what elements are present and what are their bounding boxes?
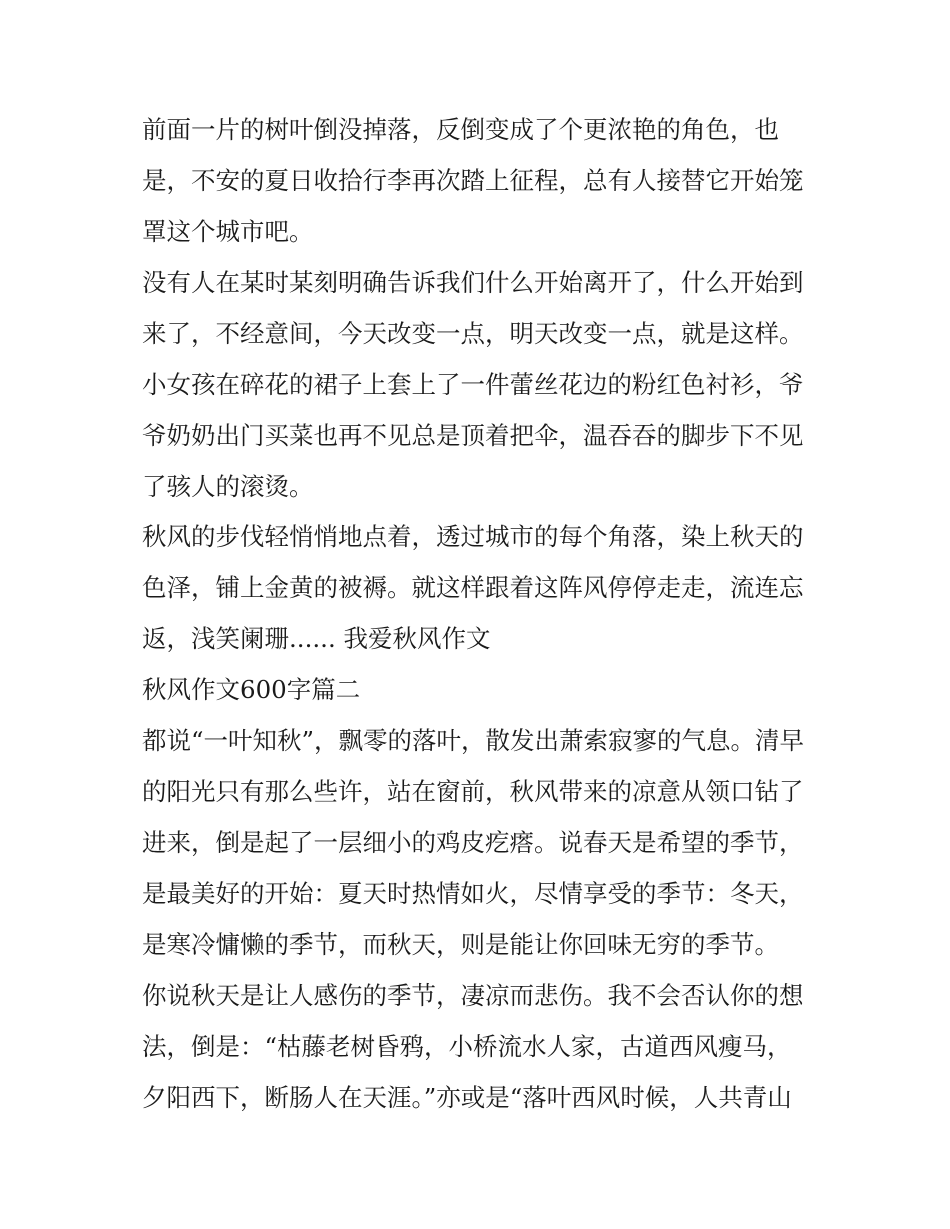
text-line: 返，浅笑阑珊...... 我爱秋风作文 (142, 624, 491, 653)
text-line: 了骇人的滚烫。 (142, 472, 314, 501)
text-line: 秋风的步伐轻悄悄地点着，透过城市的每个角落，染上秋天的 (142, 522, 804, 551)
text-line: 的阳光只有那么些许，站在窗前，秋风带来的凉意从领口钻了 (142, 777, 804, 806)
text-line: 都说“一叶知秋”，飘零的落叶，散发出萧索寂寥的气息。清早 (142, 726, 805, 755)
text-line: 小女孩在碎花的裙子上套上了一件蕾丝花边的粉红色衬衫，爷 (142, 370, 804, 399)
text-line: 没有人在某时某刻明确告诉我们什么开始离开了，什么开始到 (142, 268, 804, 297)
text-line: 是，不安的夏日收拾行李再次踏上征程，总有人接替它开始笼 (142, 166, 804, 195)
text-line: 进来，倒是起了一层细小的鸡皮疙瘩。说春天是希望的季节， (142, 828, 804, 857)
text-line: 夕阳西下，断肠人在天涯。”亦或是“落叶西风时候，人共青山 (142, 1083, 792, 1112)
text-line: 是最美好的开始：夏天时热情如火，尽情享受的季节：冬天， (142, 879, 804, 908)
section-heading: 秋风作文600字篇二 (142, 675, 361, 704)
text-line: 是寒冷慵懒的季节，而秋天，则是能让你回味无穷的季节。 (142, 930, 779, 959)
text-line: 法，倒是：“枯藤老树昏鸦，小桥流水人家，古道西风瘦马， (142, 1032, 792, 1061)
text-line: 色泽，铺上金黄的被褥。就这样跟着这阵风停停走走，流连忘 (142, 573, 804, 602)
text-line: 罩这个城市吧。 (142, 217, 314, 246)
text-line: 你说秋天是让人感伤的季节，凄凉而悲伤。我不会否认你的想 (142, 981, 804, 1010)
text-line: 前面一片的树叶倒没掉落，反倒变成了个更浓艳的角色，也 (142, 115, 779, 144)
text-line: 来了，不经意间，今天改变一点，明天改变一点，就是这样。 (142, 319, 804, 348)
text-line: 爷奶奶出门买菜也再不见总是顶着把伞，温吞吞的脚步下不见 (142, 421, 804, 450)
